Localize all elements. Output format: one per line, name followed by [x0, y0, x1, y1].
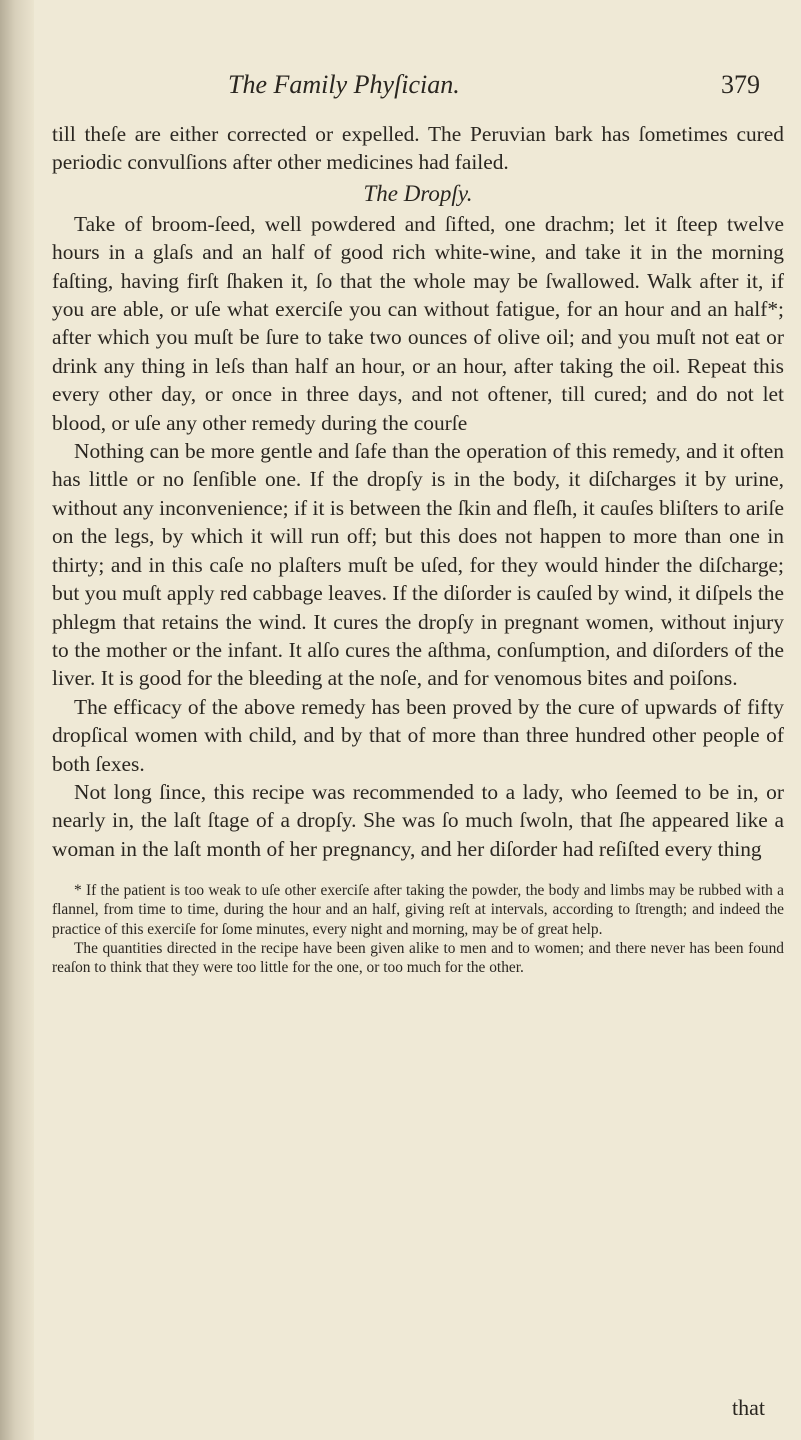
footnotes	[52, 881, 784, 977]
binding-gutter	[0, 0, 34, 1440]
paragraph-recipe: Take of broom-ſeed, well powdered and ſifted, one drachm; let it ſteep twelve hours in a glaſs and an half of good rich white-wine, and take it in the morning faſting, having firſt ſhaken it, ſo that the whole may be ſwallowed. Walk after it, if you are able, or uſe what exerciſe you can without fatigue, for an hour and an half*; after which you muſt be ſure to take two ounces of olive oil; and you muſt not eat or drink any thing in leſs than half an hour, or an hour, after taking the oil. Repeat this every other day, or once in three days, and not oftener, till cured; and do not let blood, or uſe any other remedy during the courſe	[52, 211, 784, 435]
footnote-quantities: The quantities directed in the recipe have been given alike to men and to women; and there never has been found reaſon to think that they were too little for the one, or too much for the other.	[52, 940, 784, 977]
section-title: The Dropſy.	[363, 180, 473, 206]
book-page	[52, 62, 784, 978]
paragraph-operation: Nothing can be more gentle and ſafe than the operation of this remedy, and it often has little or no ſenſible one. If the dropſy is in the body, it diſcharges it by urine, without any inconvenience; if it is between the ſkin and fleſh, it cauſes bliſters to ariſe on the legs, by which it will run off; but this does not happen to more than one in thirty; and in this caſe no plaſters muſt be uſed, for they would hinder the diſcharge; but you muſt apply red cabbage leaves. If the diſorder is cauſed by wind, it diſpels the phlegm that retains the wind. It cures the dropſy in pregnant women, without injury to the mother or the infant. It alſo cures the aſthma, conſumption, and diſorders of the liver. It is good for the bleeding at the noſe, and for venomous bites and poiſons.	[52, 439, 784, 691]
paragraph-efficacy: The efficacy of the above remedy has been proved by the cure of upwards of fifty dropſical women with child, and by that of more than three hundred other people of both ſexes.	[52, 694, 784, 776]
catchword: that	[732, 1395, 765, 1420]
running-title: The Family Phyſician.	[228, 70, 460, 99]
paragraph-continuation: till theſe are either corrected or expelled. The Peruvian bark has ſometimes cured periodic convulſions after other medicines had failed.	[52, 122, 784, 175]
page-header	[52, 62, 784, 106]
footnote-exercise: * If the patient is too weak to uſe other exerciſe after taking the powder, the body and limbs may be rubbed with a flannel, from time to time, during the hour and an half, giving reſt at intervals, according to ſtrength; and indeed the practice of this exerciſe for ſome minutes, every night and morning, may be of great help.	[52, 882, 784, 938]
page-number: 379	[721, 70, 760, 99]
paragraph-case: Not long ſince, this recipe was recommended to a lady, who ſeemed to be in, or nearly in, the laſt ſtage of a dropſy. She was ſo much ſwoln, that ſhe appeared like a woman in the laſt month of her pregnancy, and her diſorder had reſiſted every thing	[52, 779, 784, 861]
main-text	[52, 120, 784, 863]
